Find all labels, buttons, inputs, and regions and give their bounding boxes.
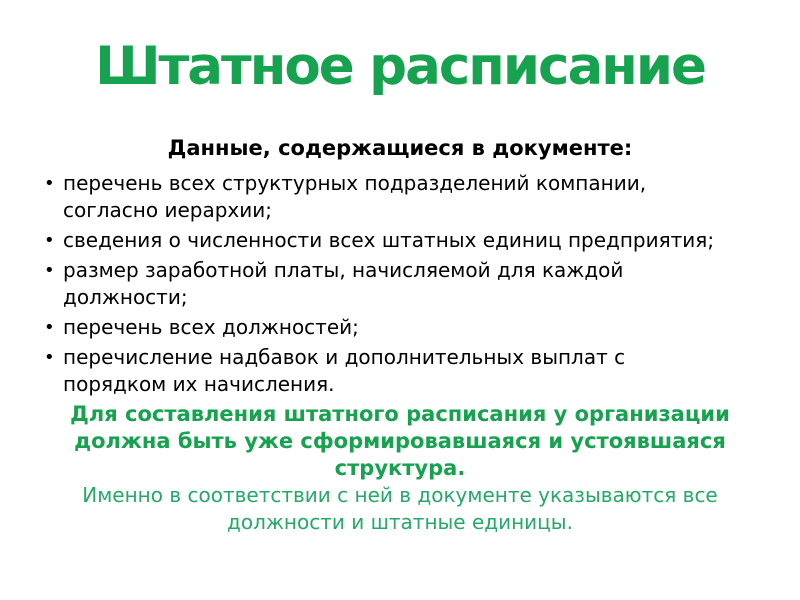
list-item xyxy=(44,227,752,254)
list-item-text: перечисление надбавок и дополнительных выплат с порядком их начисления. xyxy=(63,345,626,396)
bullet-icon: • xyxy=(44,230,55,251)
bullet-icon: • xyxy=(44,347,55,368)
list-item-text: размер заработной платы, начисляемой для каждой должности; xyxy=(63,258,624,309)
list-item xyxy=(44,344,752,398)
list-item xyxy=(44,257,752,311)
bullet-icon: • xyxy=(44,317,55,338)
list-item-text: перечень всех должностей; xyxy=(63,315,359,339)
list-item-text: перечень всех структурных подразделений компании, согласно иерархии; xyxy=(63,171,647,222)
slide-title: Штатное расписание xyxy=(95,36,705,97)
emphasis-paragraph: Для составления штатного расписания у организации должна быть уже сформировавшаяся и устоявшаяся структура. xyxy=(70,402,730,480)
bullet-icon: • xyxy=(44,173,55,194)
bullet-list xyxy=(0,170,800,398)
list-item xyxy=(44,170,752,224)
note-paragraph: Именно в соответствии с ней в документе указываются все должности и штатные единицы. xyxy=(82,483,718,534)
section-heading: Данные, содержащиеся в документе: xyxy=(167,136,633,160)
list-item-text: сведения о численности всех штатных единиц предприятия; xyxy=(63,228,715,252)
list-item xyxy=(44,314,752,341)
bullet-icon: • xyxy=(44,260,55,281)
